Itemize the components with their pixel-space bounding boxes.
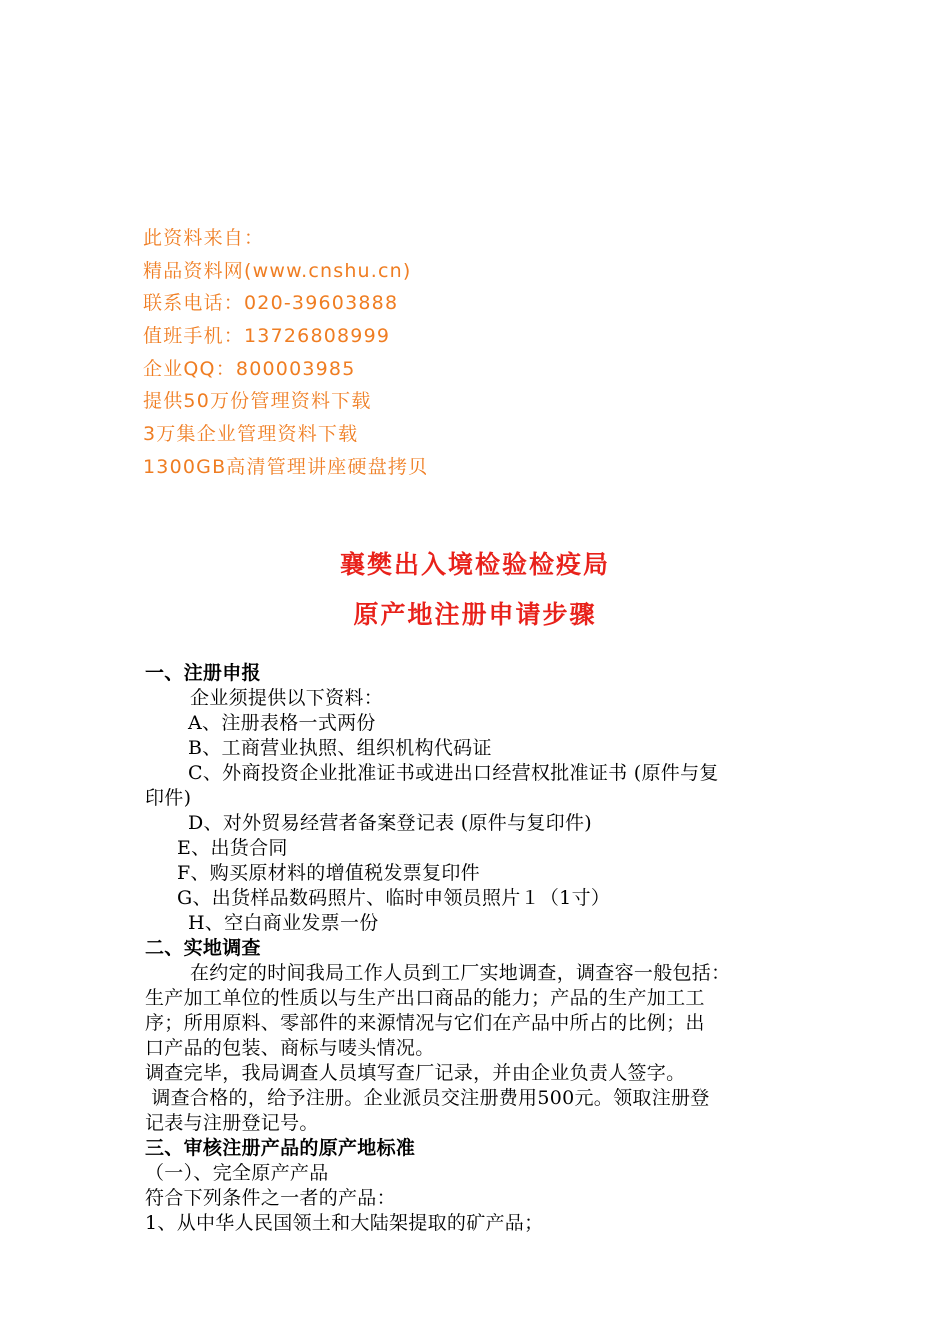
- source-promo-3: 1300GB高清管理讲座硬盘拷贝: [143, 455, 429, 478]
- list-item-g: G、出货样品数码照片、临时申领员照片１（1寸）: [177, 887, 611, 909]
- section-3-heading: 三、审核注册产品的原产地标准: [145, 1137, 416, 1159]
- section-2-paragraph-line: 口产品的包装、商标与唛头情况。: [145, 1037, 435, 1059]
- section-1-heading: 一、注册申报: [145, 662, 261, 684]
- list-item-c-continued: 印件): [145, 787, 192, 809]
- section-2-paragraph-line: 序；所用原料、零部件的来源情况与它们在产品中所占的比例；出: [145, 1012, 705, 1034]
- source-phone: 联系电话：020-39603888: [143, 292, 399, 315]
- source-qq: 企业QQ：800003985: [143, 357, 356, 380]
- document-subtitle: 原产地注册申请步骤: [353, 600, 597, 629]
- section-2-heading: 二、实地调查: [145, 937, 261, 959]
- section-1-intro: 企业须提供以下资料：: [190, 687, 384, 709]
- section-3-intro: 符合下列条件之一者的产品：: [145, 1187, 396, 1209]
- list-item-d: D、对外贸易经营者备案登记表 (原件与复印件): [188, 812, 592, 834]
- list-item-a: A、注册表格一式两份: [188, 712, 376, 734]
- section-3-item-1: 1、从中华人民国领土和大陆架提取的矿产品；: [145, 1212, 544, 1234]
- list-item-b: B、工商营业执照、组织机构代码证: [188, 737, 492, 759]
- source-promo-2: 3万集企业管理资料下载: [143, 423, 359, 446]
- source-mobile: 值班手机：13726808999: [143, 325, 391, 348]
- source-promo-1: 提供50万份管理资料下载: [143, 390, 372, 413]
- section-2-paragraph-line: 在约定的时间我局工作人员到工厂实地调查，调查容一般包括：: [190, 962, 731, 984]
- document-body: [145, 661, 815, 1236]
- document-title: 襄樊出入境检验检疫局: [339, 550, 610, 579]
- section-3-subheading: （一）、完全原产产品: [145, 1162, 329, 1184]
- section-2-completion-note: 调查完毕，我局调查人员填写查厂记录，并由企业负责人签字。: [145, 1062, 686, 1084]
- source-info-block: [143, 222, 428, 484]
- list-item-c: C、外商投资企业批准证书或进出口经营权批准证书 (原件与复: [188, 762, 719, 784]
- source-heading: 此资料来自：: [143, 227, 265, 249]
- list-item-e: E、出货合同: [177, 837, 288, 859]
- section-2-registration-line: 记表与注册登记号。: [145, 1112, 319, 1134]
- section-2-registration-line: 调查合格的，给予注册。企业派员交注册费用500元。领取注册登: [145, 1087, 710, 1109]
- source-website: 精品资料网(www.cnshu.cn): [143, 259, 412, 282]
- list-item-h: H、空白商业发票一份: [188, 912, 379, 934]
- section-2-paragraph-line: 生产加工单位的性质以与生产出口商品的能力；产品的生产加工工: [145, 987, 705, 1009]
- list-item-f: F、购买原材料的增值税发票复印件: [177, 862, 480, 884]
